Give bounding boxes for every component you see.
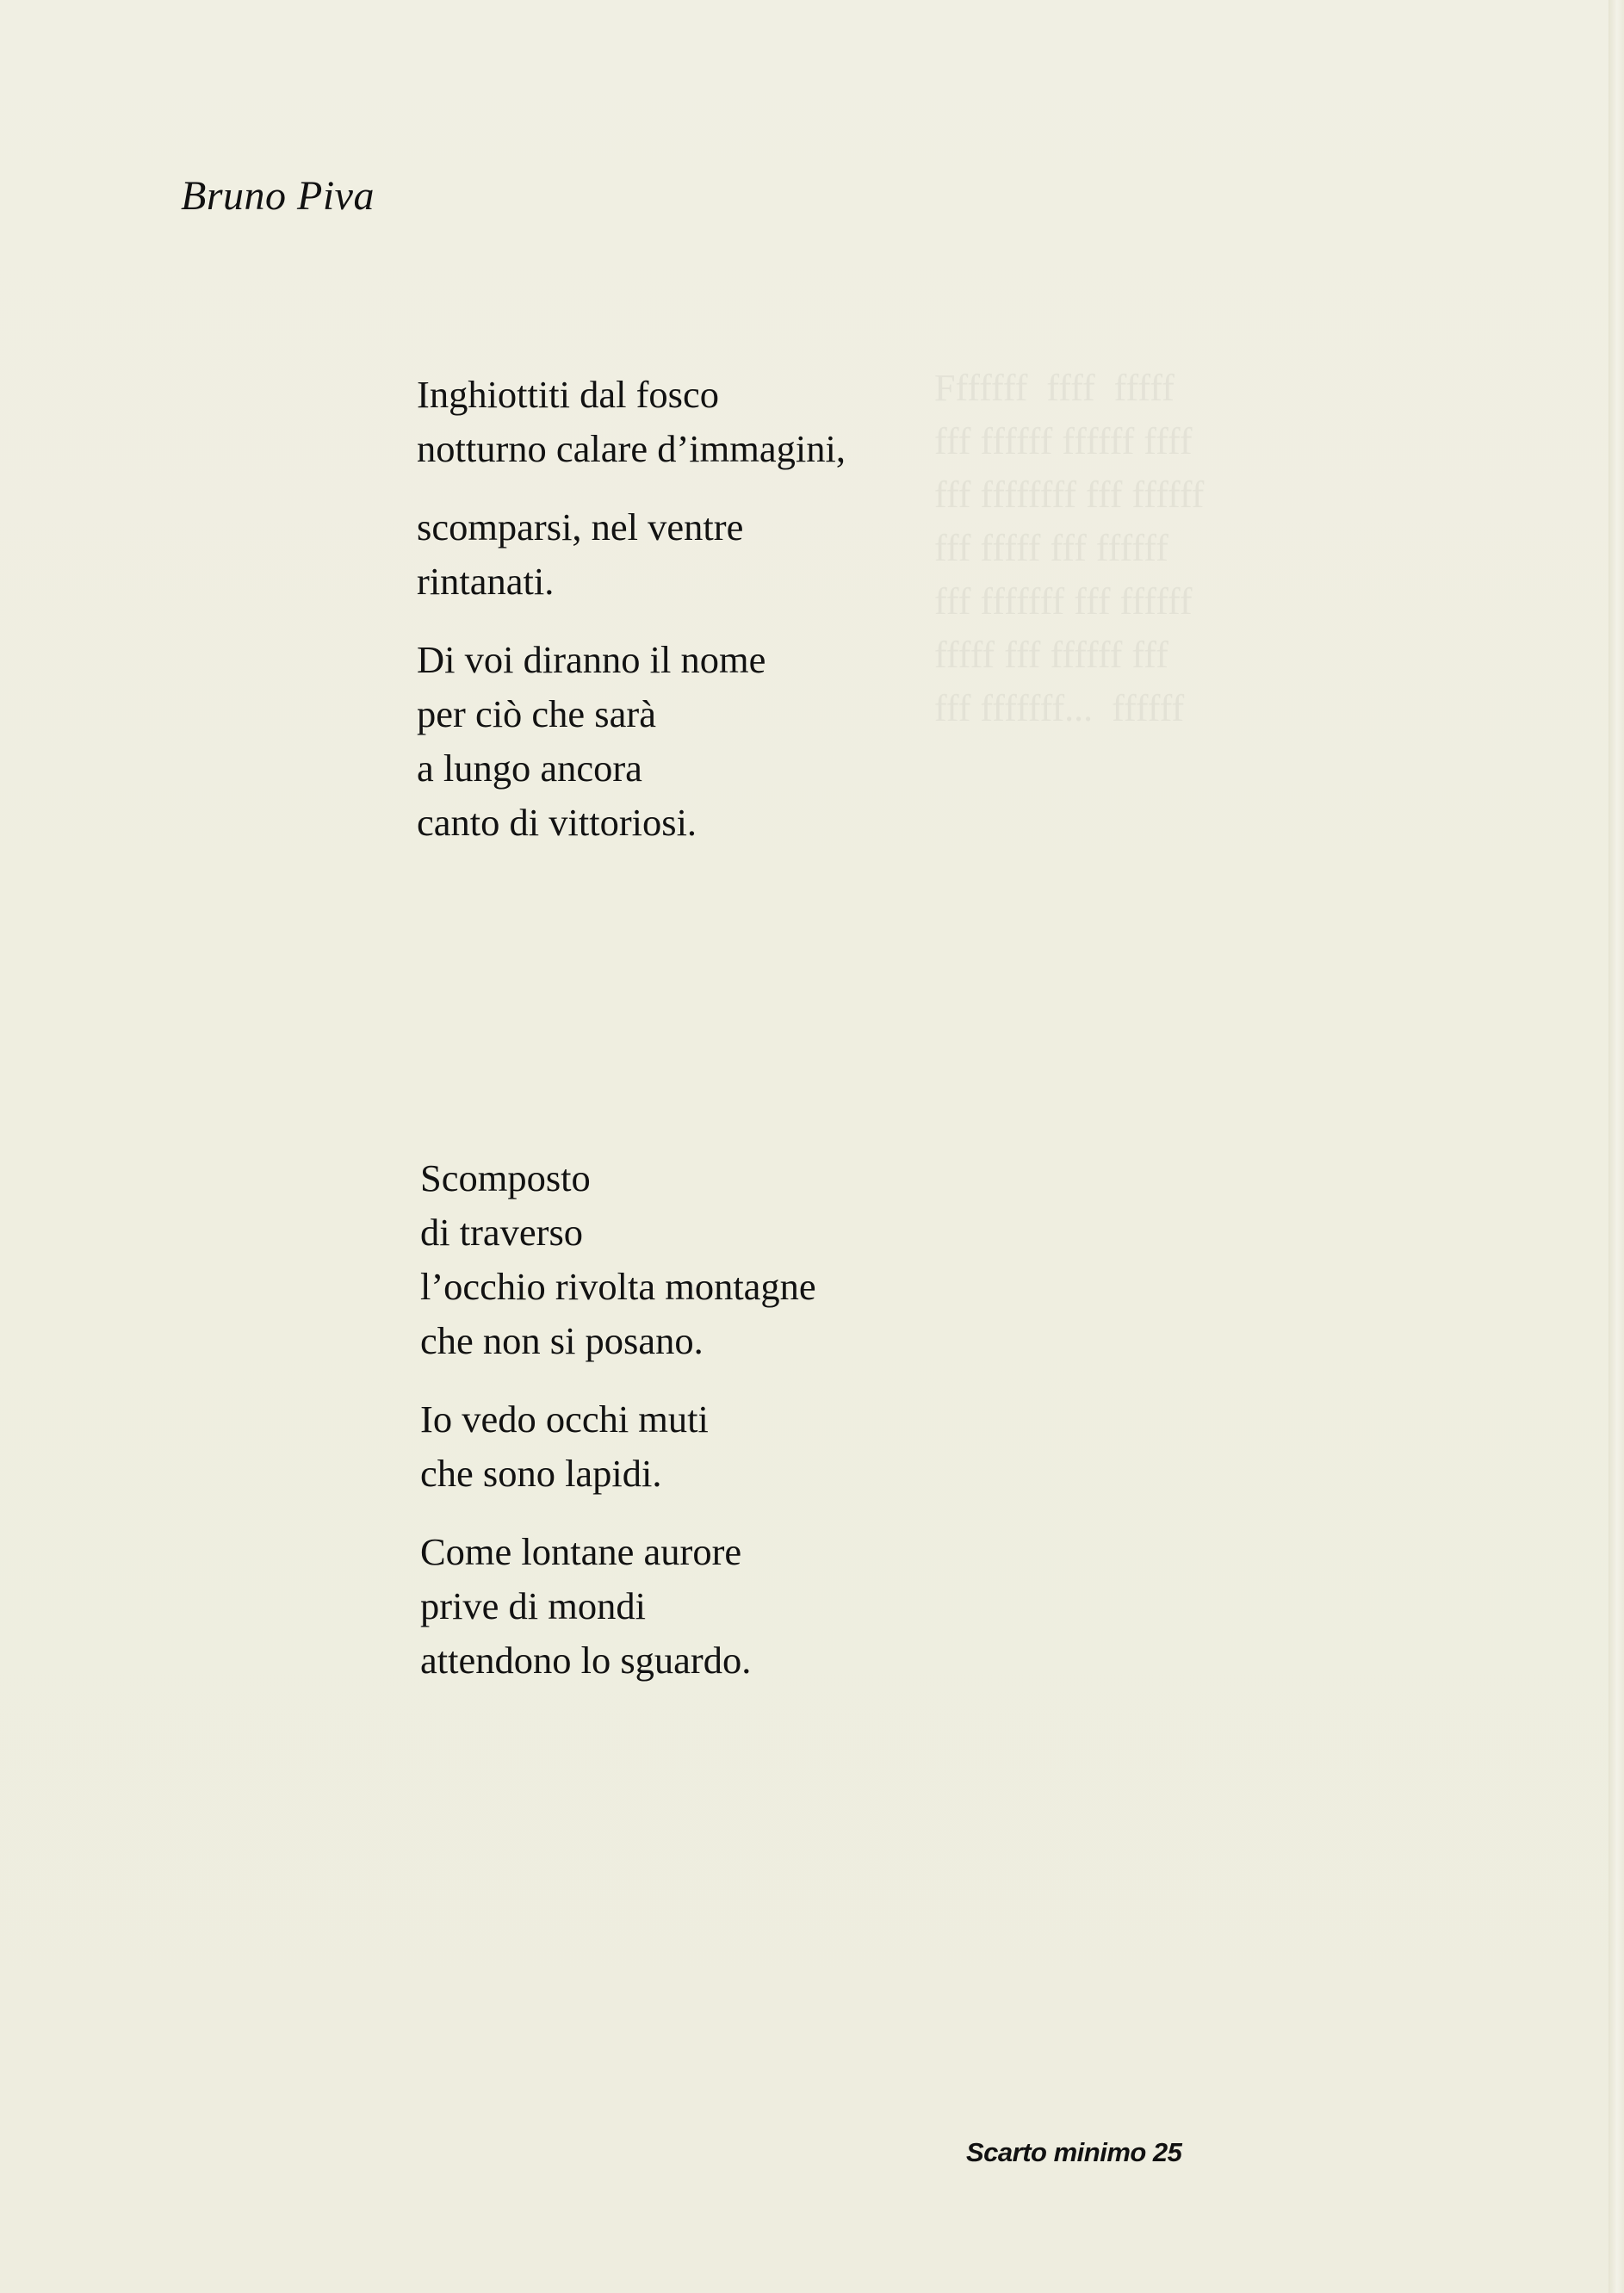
poem-line: notturno calare d’immagini, xyxy=(417,427,846,470)
poem-line: Io vedo occhi muti xyxy=(420,1397,709,1441)
poem-line: prive di mondi xyxy=(420,1584,647,1627)
poem-line: che sono lapidi. xyxy=(420,1452,662,1495)
poem-line: rintanati. xyxy=(417,560,555,603)
poem-line: di traverso xyxy=(420,1211,584,1254)
stanza xyxy=(417,500,846,609)
poem-line: l’occhio rivolta montagne xyxy=(420,1265,816,1308)
poem-line: canto di vittoriosi. xyxy=(417,801,697,844)
poem-line: attendono lo sguardo. xyxy=(420,1639,752,1682)
magazine-title: Scarto minimo xyxy=(966,2137,1146,2167)
poem-first xyxy=(417,368,846,874)
author-name: Bruno Piva xyxy=(181,173,375,219)
stanza xyxy=(417,368,846,476)
stanza xyxy=(420,1392,816,1501)
poem-line: Scomposto xyxy=(420,1156,591,1199)
poem-line: Di voi diranno il nome xyxy=(417,638,766,681)
stanza xyxy=(420,1525,816,1688)
poem-line: Inghiottiti dal fosco xyxy=(417,373,720,416)
poem-second xyxy=(420,1151,816,1712)
poem-line: Come lontane aurore xyxy=(420,1530,742,1573)
poem-line: per ciò che sarà xyxy=(417,692,656,735)
page-edge xyxy=(1609,0,1624,2293)
poem-line: a lungo ancora xyxy=(417,747,642,790)
stanza xyxy=(420,1151,816,1368)
show-through-texture: Fffffff ffff fffff fff ffffff ffffff ffff fff ffffffff fff ffffff fff fffff fff ffffff fff fffffff fff ffffff fffff fff ffffff fff fff fffffff... ffffff xyxy=(934,367,1205,729)
page-number: 25 xyxy=(1152,2137,1182,2167)
poem-line: scomparsi, nel ventre xyxy=(417,505,744,548)
stanza xyxy=(417,633,846,850)
poem-line: che non si posano. xyxy=(420,1319,704,1362)
page-footer xyxy=(966,2137,1181,2168)
